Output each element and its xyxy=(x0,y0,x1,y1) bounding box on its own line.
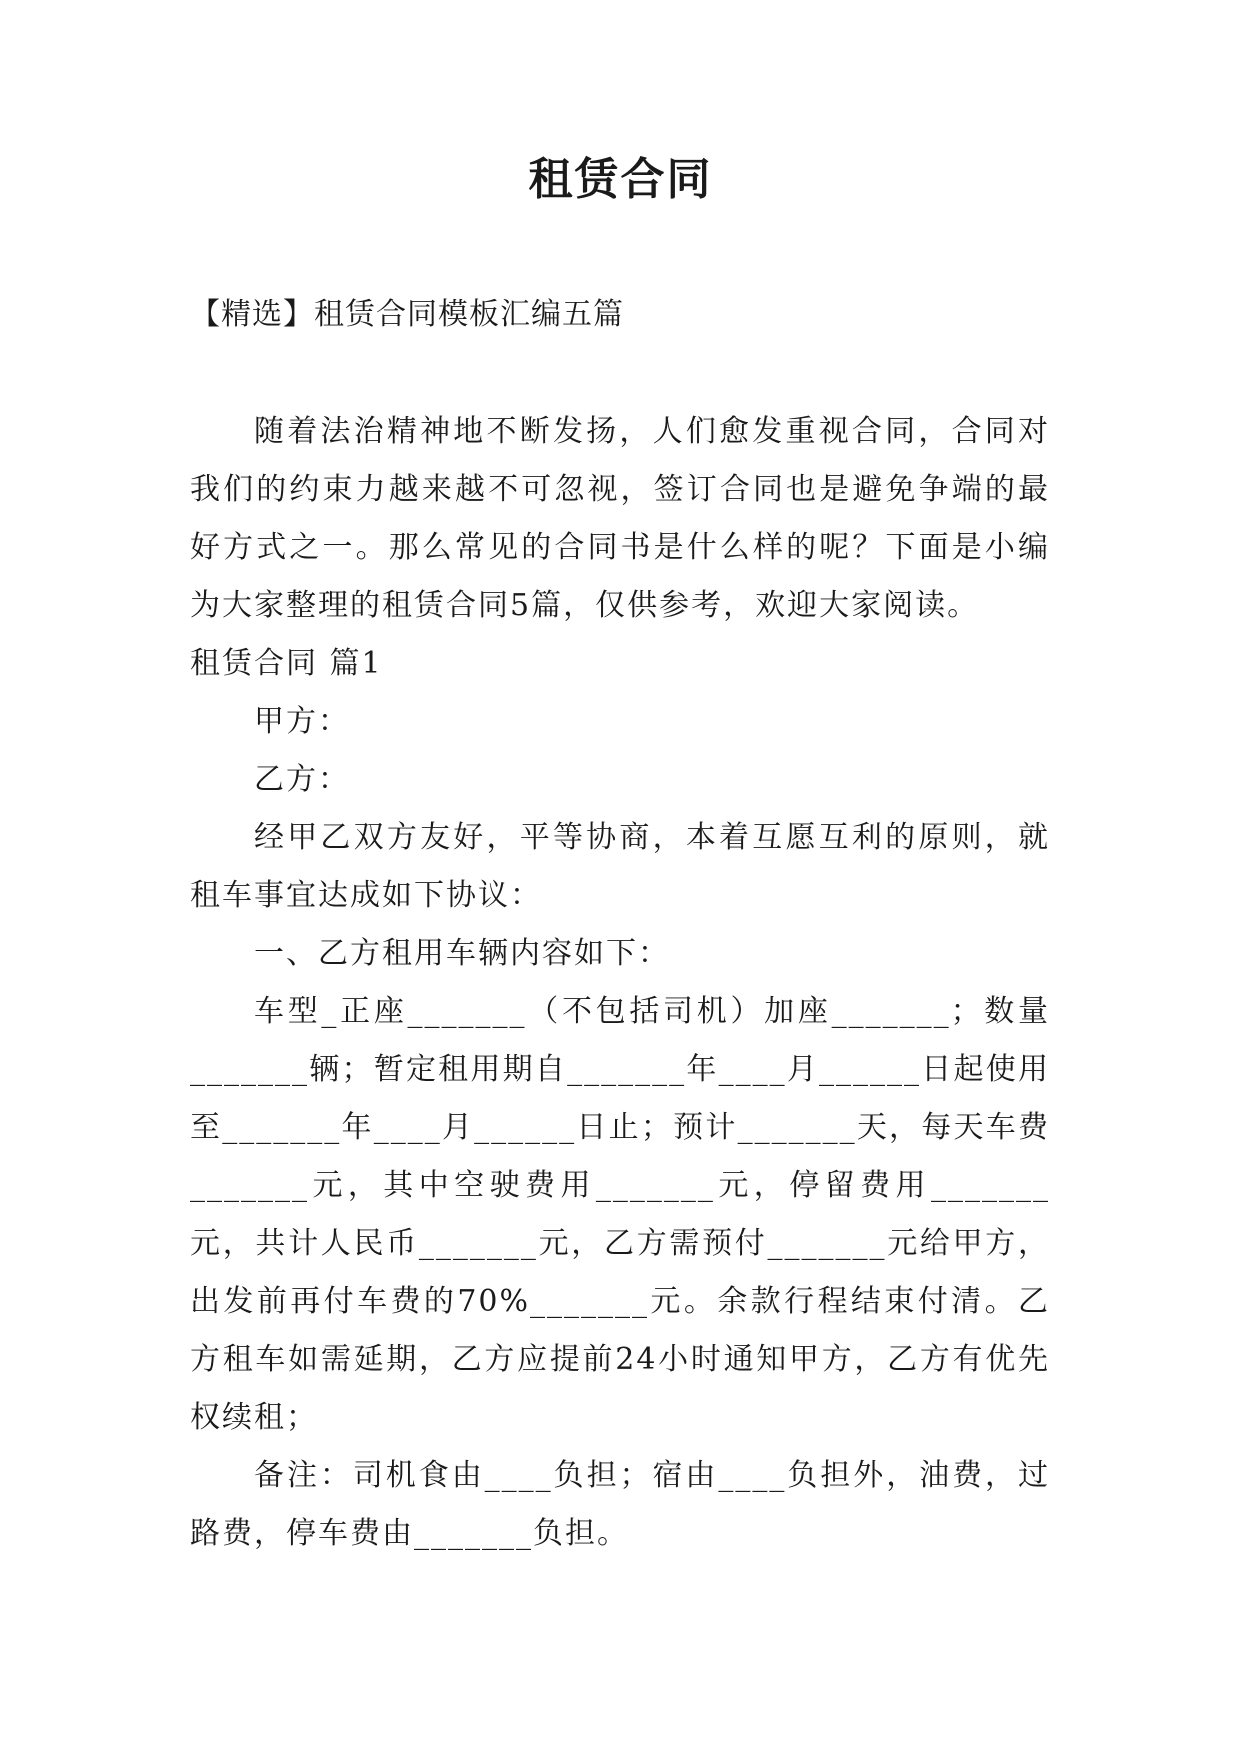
party-a-line: 甲方： xyxy=(254,704,350,739)
intro-paragraph: 随着法治精神地不断发扬，人们愈发重视合同，合同对我们的约束力越来越不可忽视，签订合同也是避免争端的最好方式之一。那么常见的合同书是什么样的呢？下面是小编为大家整理的租赁合同5篇，仅供参考，欢迎大家阅读。 xyxy=(190,414,1050,623)
section-heading: 租赁合同 篇1 xyxy=(190,646,383,681)
clause-heading: 一、乙方租用车辆内容如下： xyxy=(254,936,670,971)
document-subtitle: 【精选】租赁合同模板汇编五篇 xyxy=(190,297,624,332)
party-b-line: 乙方： xyxy=(254,762,350,797)
document-title: 租赁合同 xyxy=(528,154,713,205)
remarks-paragraph: 备注：司机食由____负担；宿由____负担外，油费，过路费，停车费由_______负担。 xyxy=(190,1458,1050,1551)
vehicle-terms-paragraph: 车型_正座_______（不包括司机）加座_______；数量_______辆；暂定租用期自_______年____月______日起使用至_______年____月______日止；预计_______天，每天车费_______元，其中空驶费用_______元，停留费用_______元，共计人民币_______元，乙方需预付_______元给甲方，出发前再付车费的70%_______元。余款行程结束付清。乙方租车如需延期，乙方应提前24小时通知甲方，乙方有优先权续租； xyxy=(190,994,1050,1435)
document-body xyxy=(190,403,1050,1563)
agreement-preamble: 经甲乙双方友好，平等协商，本着互愿互利的原则，就租车事宜达成如下协议： xyxy=(190,820,1050,913)
